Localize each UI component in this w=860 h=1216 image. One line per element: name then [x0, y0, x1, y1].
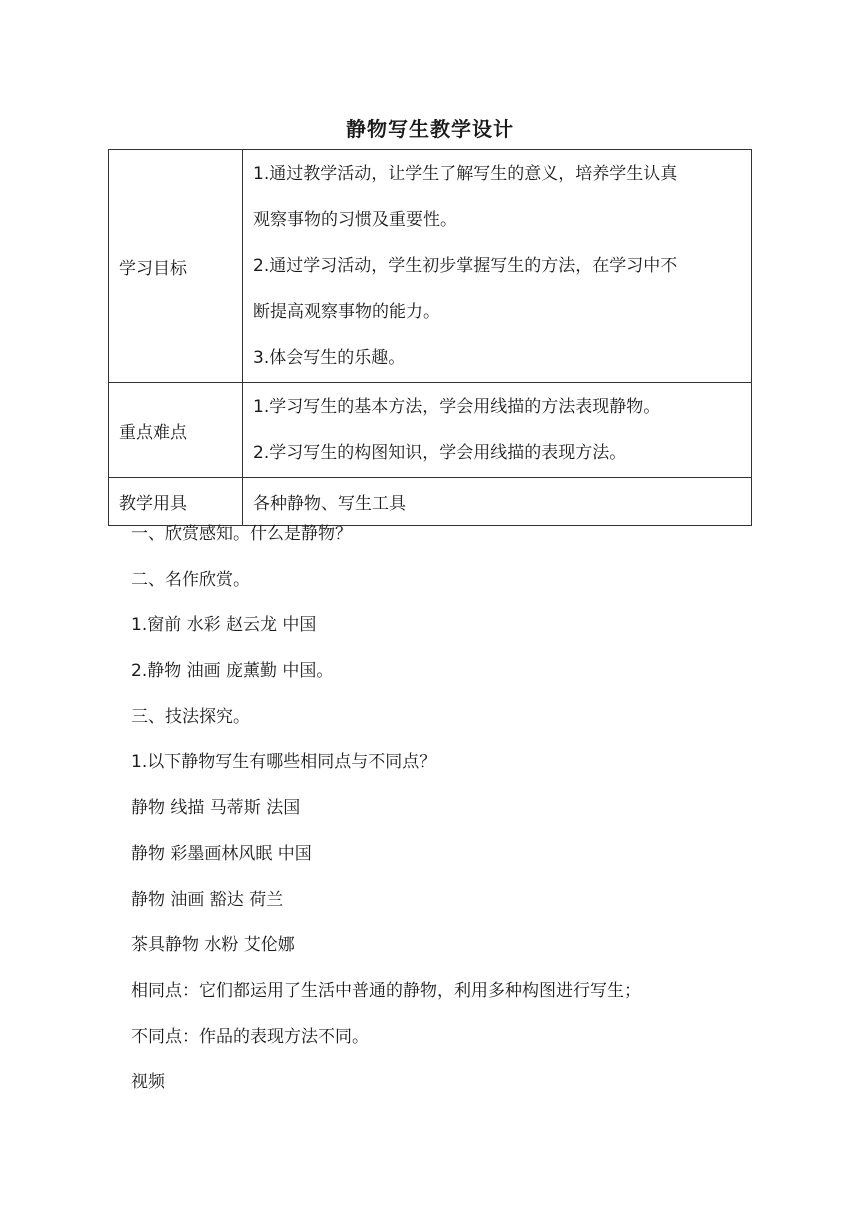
key-point-line: 2.学习写生的构图知识，学会用线描的表现方法。: [253, 443, 627, 463]
document-title: 静物写生教学设计: [346, 117, 514, 141]
body-line: 视频: [131, 1072, 165, 1093]
body-line: 1.以下静物写生有哪些相同点与不同点？: [131, 752, 437, 773]
learning-goals-content: [243, 150, 752, 383]
body-line: 1.窗前 水彩 赵云龙 中国: [131, 615, 317, 636]
lesson-body: [131, 512, 641, 1106]
table-row-learning-goals: [109, 150, 752, 383]
goal-line: 3.体会写生的乐趣。: [253, 348, 406, 368]
body-line: 茶具静物 水粉 艾伦娜: [131, 935, 295, 956]
body-line: 三、技法探究。: [131, 706, 250, 727]
key-points-content: [243, 383, 752, 478]
lesson-plan-table: [108, 149, 752, 526]
body-line: 不同点：作品的表现方法不同。: [131, 1026, 369, 1047]
goal-line: 观察事物的习惯及重要性。: [253, 210, 457, 230]
body-line: 二、名作欣赏。: [131, 569, 250, 590]
goal-line: 2.通过学习活动，学生初步掌握写生的方法，在学习中不: [253, 256, 678, 276]
goal-line: 1.通过教学活动，让学生了解写生的意义，培养学生认真: [253, 164, 678, 184]
body-line: 相同点：它们都运用了生活中普通的静物，利用多种构图进行写生；: [131, 980, 641, 1001]
body-line: 2.静物 油画 庞薰勤 中国。: [131, 661, 334, 682]
body-line: 静物 彩墨画林风眠 中国: [131, 843, 312, 864]
teaching-tools-label: 教学用具: [109, 478, 243, 526]
body-line: 静物 油画 豁达 荷兰: [131, 889, 284, 910]
learning-goals-label: 学习目标: [109, 150, 243, 383]
body-line: 一、欣赏感知。什么是静物？: [131, 524, 352, 544]
body-line: 静物 线描 马蒂斯 法国: [131, 798, 301, 819]
teaching-tools-value: 各种静物、写生工具: [243, 478, 752, 526]
key-point-line: 1.学习写生的基本方法，学会用线描的方法表现静物。: [253, 397, 661, 417]
goal-line: 断提高观察事物的能力。: [253, 302, 440, 322]
table-row-key-points: [109, 383, 752, 478]
key-points-label: 重点难点: [109, 383, 243, 478]
